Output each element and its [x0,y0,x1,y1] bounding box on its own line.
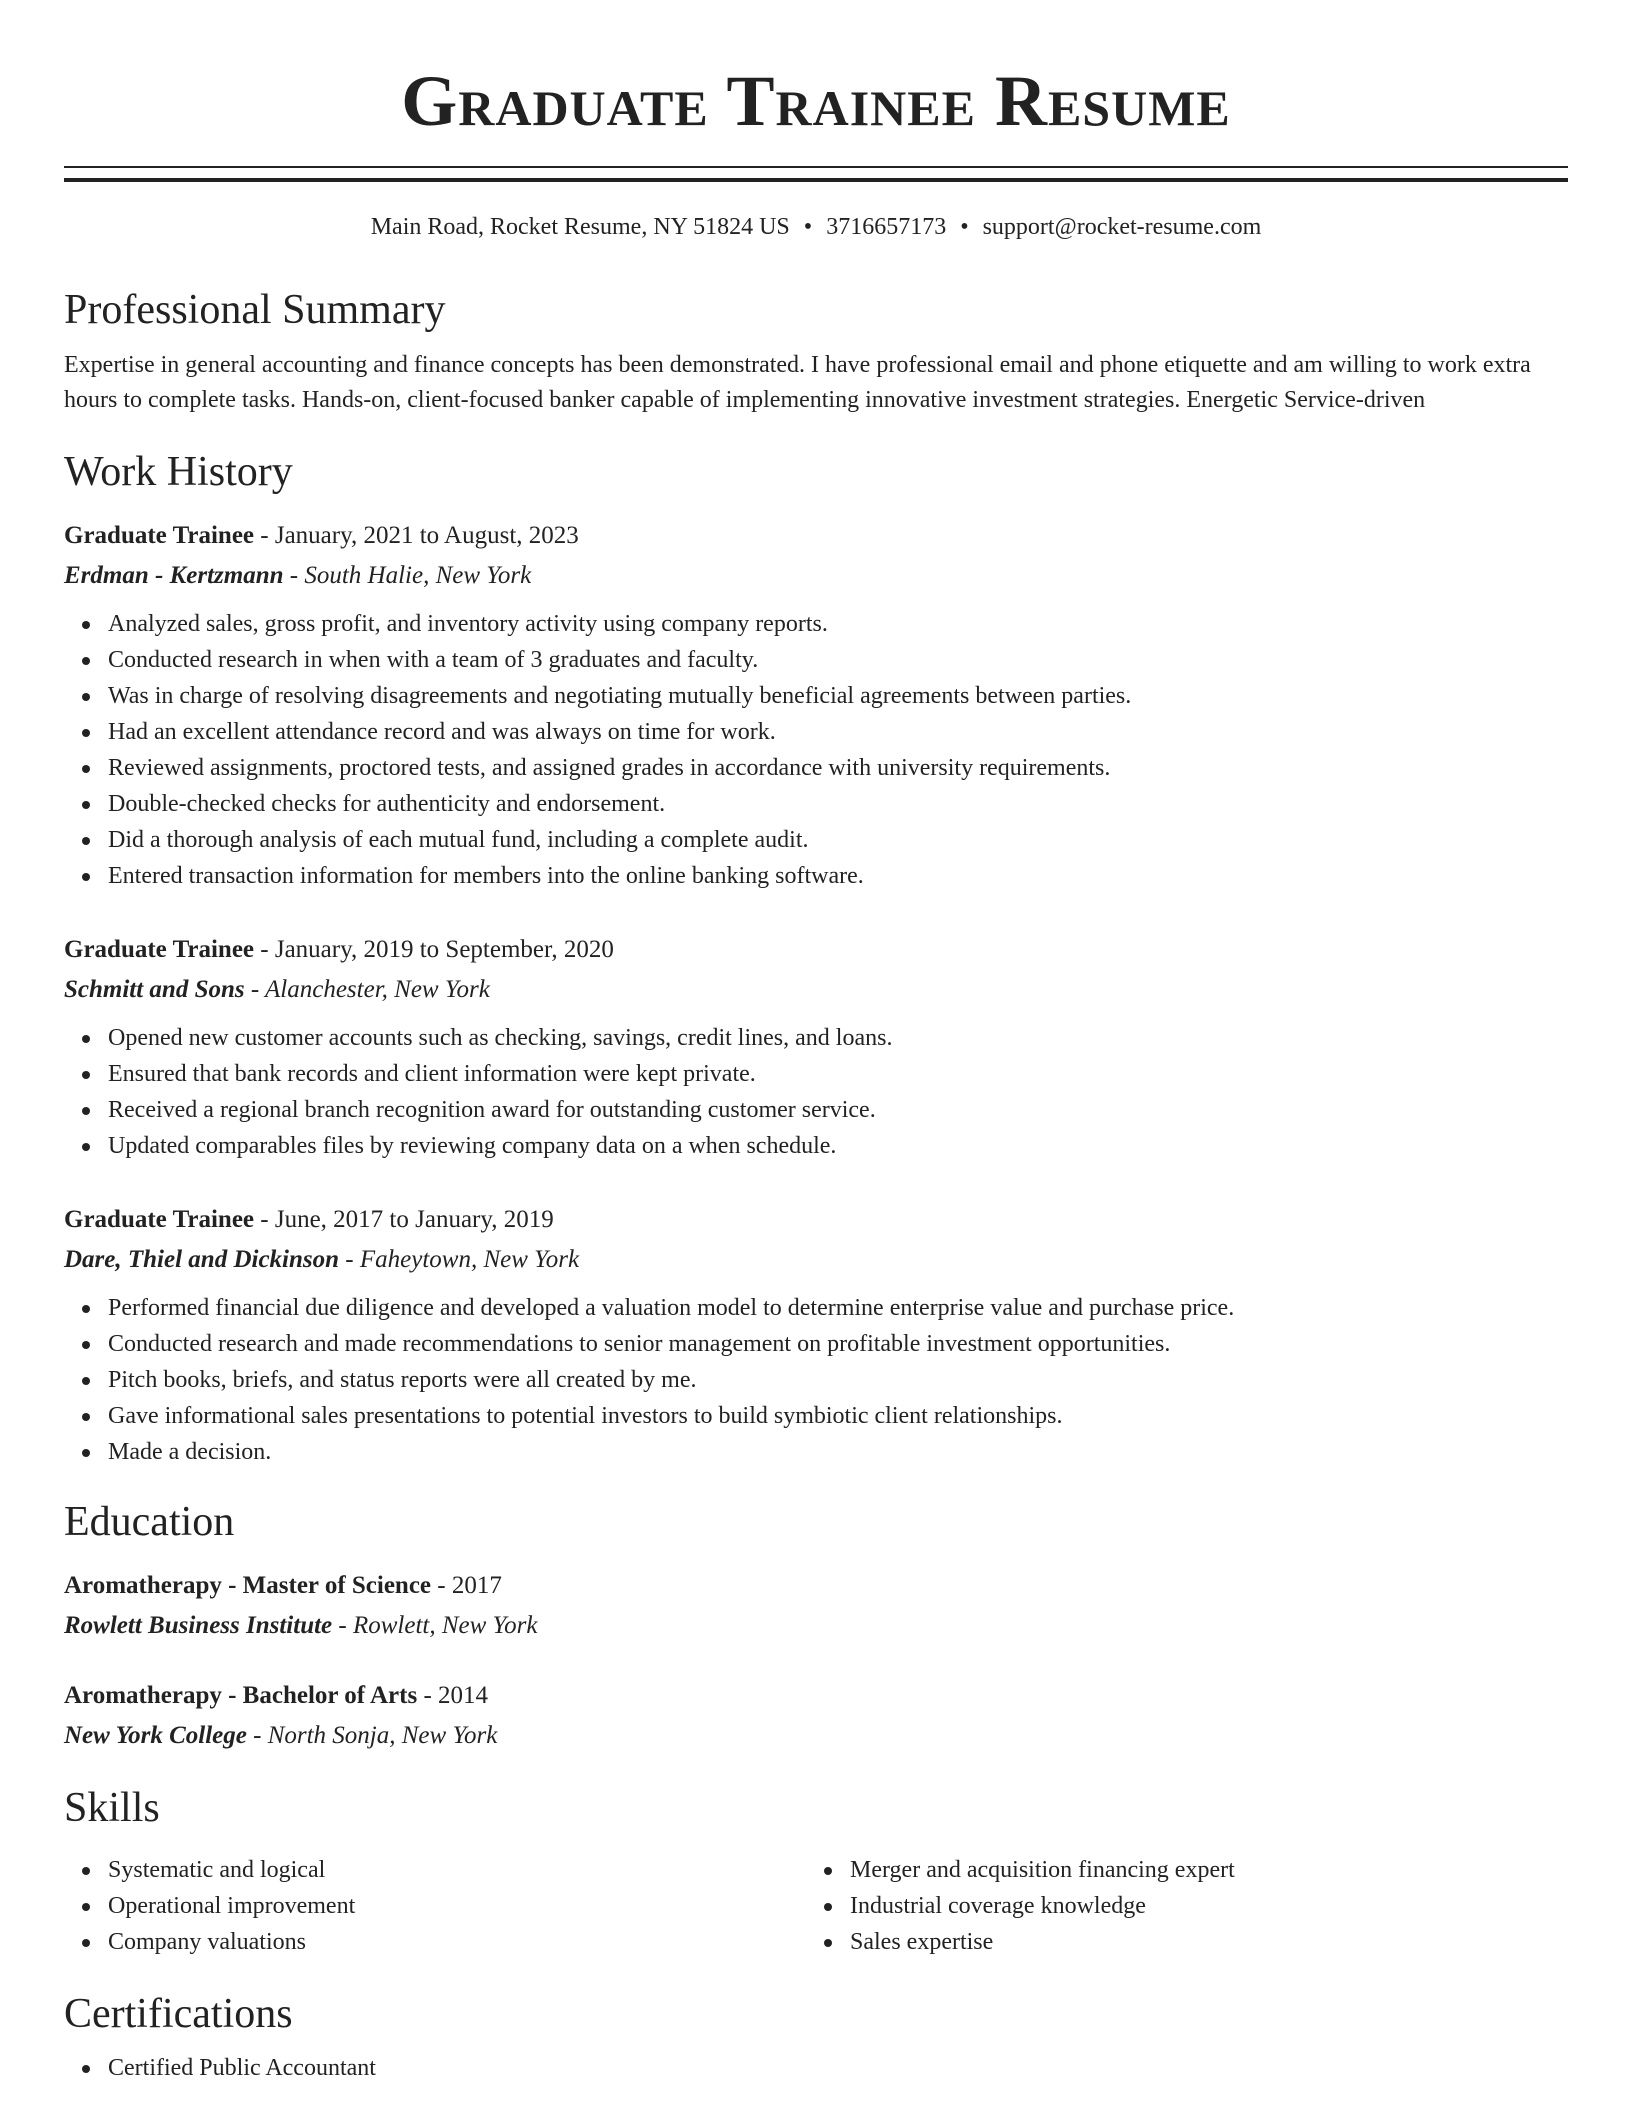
skill-item: Systematic and logical [108,1852,806,1888]
job-dates: January, 2019 to September, 2020 [274,936,614,963]
skills-heading: Skills [64,1785,160,1831]
skills-column-right [806,1842,1548,1960]
degree-line: Aromatherapy - Bachelor of Arts - 2014 [64,1682,489,1709]
skills-list [64,1852,806,1960]
contact-email: support@rocket-resume.com [982,214,1262,240]
school-line: Rowlett Business Institute - Rowlett, New York [64,1612,538,1639]
job-duty: Did a thorough analysis of each mutual fund, including a complete audit. [108,822,1568,858]
contact-address: Main Road, Rocket Resume, NY 51824 US [370,214,790,240]
summary-heading: Professional Summary [64,287,446,333]
education-entry [64,1566,1568,1646]
work-history-heading: Work History [64,449,293,495]
school-name: New York College [64,1722,247,1749]
job-title-line: Graduate Trainee - June, 2017 to January, 2019 [64,1206,554,1233]
degree-name: Aromatherapy - Bachelor of Arts [64,1682,418,1709]
job-duty: Analyzed sales, gross profit, and inventory activity using company reports. [108,606,1568,642]
education-heading: Education [64,1499,235,1545]
job-location: South Halie, New York [304,562,532,589]
job-duty: Opened new customer accounts such as checking, savings, credit lines, and loans. [108,1020,1568,1056]
job-role: Graduate Trainee [64,936,255,963]
skill-item: Merger and acquisition financing expert [850,1852,1548,1888]
contact-separator: • [960,214,969,240]
job-location: Alanchester, New York [265,976,490,1003]
certification-item: Certified Public Accountant [108,2050,1568,2086]
summary-text: Expertise in general accounting and finance concepts has been demonstrated. I have professional email and phone etiquette and am willing to work extra hours to complete tasks. Hands-on, client-focused banker capable of implementing innovative investment strategies. Energetic Service-driven [64,352,1531,413]
job-duty: Gave informational sales presentations to potential investors to build symbiotic client relationships. [108,1398,1568,1434]
skills-list [806,1852,1548,1960]
job-company-line: Erdman - Kertzmann - South Halie, New York [64,562,532,589]
degree-year: 2014 [438,1682,489,1709]
school-location: Rowlett, New York [352,1612,538,1639]
job-role: Graduate Trainee [64,1206,255,1233]
job-title-line: Graduate Trainee - January, 2021 to August, 2023 [64,522,579,549]
job-company-line: Dare, Thiel and Dickinson - Faheytown, New York [64,1246,580,1273]
degree-name: Aromatherapy - Master of Science [64,1572,432,1599]
job-entry [64,930,1568,1164]
contact-separator: • [803,214,813,240]
school-location: North Sonja, New York [267,1722,498,1749]
job-duties-list [64,1290,1568,1470]
job-duty: Was in charge of resolving disagreements and negotiating mutually beneficial agreements between parties. [108,678,1568,714]
job-duty: Made a decision. [108,1434,1568,1470]
resume-title: Graduate Trainee Resume [401,61,1231,141]
job-duty: Updated comparables files by reviewing company data on a when schedule. [108,1128,1568,1164]
certifications-heading: Certifications [64,1991,293,2037]
job-role: Graduate Trainee [64,522,255,549]
job-company: Dare, Thiel and Dickinson [64,1246,340,1273]
job-duty: Pitch books, briefs, and status reports were all created by me. [108,1362,1568,1398]
school-line: New York College - North Sonja, New York [64,1722,498,1749]
job-company: Schmitt and Sons [64,976,245,1003]
job-duty: Had an excellent attendance record and was always on time for work. [108,714,1568,750]
job-duty: Conducted research in when with a team of 3 graduates and faculty. [108,642,1568,678]
job-duties-list [64,1020,1568,1164]
school-name: Rowlett Business Institute [64,1612,333,1639]
title-divider [64,166,1568,182]
job-duty: Double-checked checks for authenticity and endorsement. [108,786,1568,822]
job-entry [64,516,1568,894]
job-company-line: Schmitt and Sons - Alanchester, New York [64,976,490,1003]
job-duty: Entered transaction information for members into the online banking software. [108,858,1568,894]
skills-grid [64,1842,1568,1960]
job-duties-list [64,606,1568,894]
certifications-list [64,2050,1568,2086]
skill-item: Sales expertise [850,1924,1548,1960]
contact-phone: 3716657173 [826,214,947,240]
job-duty: Reviewed assignments, proctored tests, and assigned grades in accordance with university requirements. [108,750,1568,786]
job-duty: Received a regional branch recognition award for outstanding customer service. [108,1092,1568,1128]
skill-item: Company valuations [108,1924,806,1960]
job-company: Erdman - Kertzmann [64,562,284,589]
skill-item: Operational improvement [108,1888,806,1924]
skills-column-left [64,1842,806,1960]
contact-line [64,210,1568,244]
job-duty: Ensured that bank records and client information were kept private. [108,1056,1568,1092]
job-duty: Performed financial due diligence and developed a valuation model to determine enterprise value and purchase price. [108,1290,1568,1326]
job-dates: June, 2017 to January, 2019 [274,1206,554,1233]
job-location: Faheytown, New York [359,1246,580,1273]
job-duty: Conducted research and made recommendations to senior management on profitable investment opportunities. [108,1326,1568,1362]
job-title-line: Graduate Trainee - January, 2019 to September, 2020 [64,936,614,963]
degree-line: Aromatherapy - Master of Science - 2017 [64,1572,502,1599]
degree-year: 2017 [451,1572,502,1599]
job-dates: January, 2021 to August, 2023 [274,522,579,549]
education-entry [64,1676,1568,1756]
job-entry [64,1200,1568,1470]
skill-item: Industrial coverage knowledge [850,1888,1548,1924]
